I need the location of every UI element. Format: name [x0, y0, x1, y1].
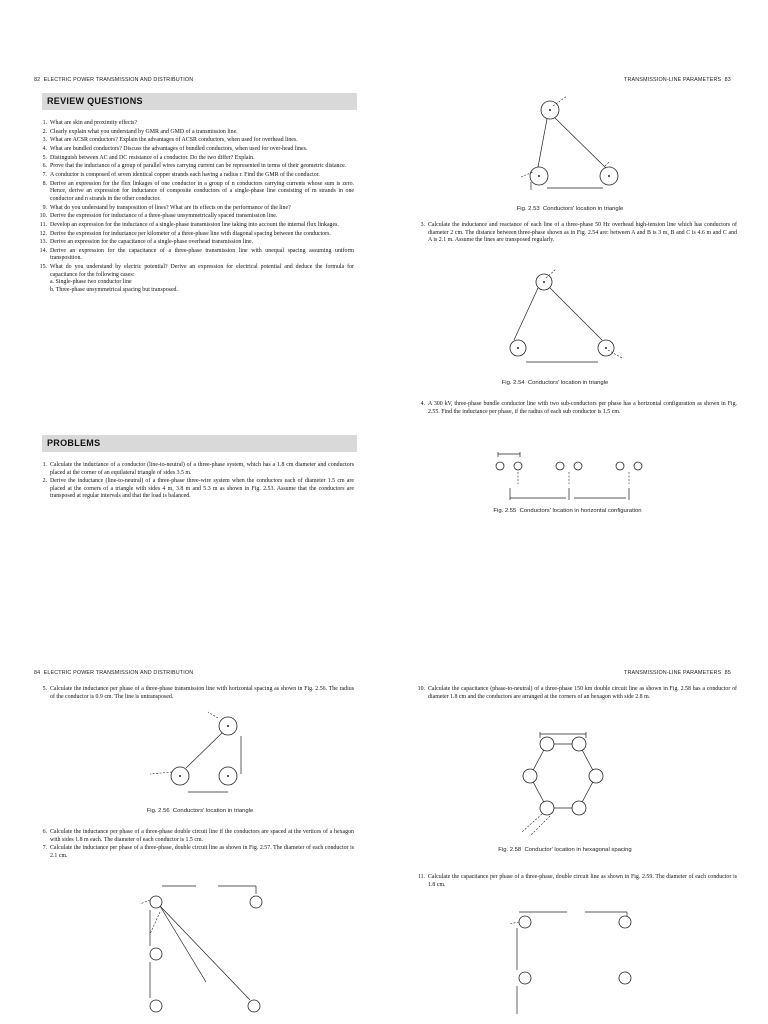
- list-item: 11. Calculate the capacitance per phase of a three-phase, double circuit line as shown in Fig. 2.59. The diameter of each conductor is 1.8 cm.: [417, 874, 737, 888]
- figure-2-53-diagram: [505, 92, 635, 192]
- figure-label: Fig. 2.54: [501, 380, 525, 386]
- figure-caption-text: Conductors' location in triangle: [527, 380, 609, 386]
- page-84-header: [34, 670, 193, 676]
- figure-label: Fig. 2.55: [493, 508, 517, 514]
- figure-caption-text: Conductor' location in hexagonal spacing: [524, 847, 632, 853]
- running-head: ELECTRIC POWER TRANSMISSION AND DISTRIBUTION: [43, 77, 194, 83]
- figure-2-55-caption: [455, 508, 680, 514]
- running-head: ELECTRIC POWER TRANSMISSION AND DISTRIBUTION: [43, 670, 194, 676]
- list-item: 3. What are ACSR conductors? Explain the advantages of ACSR conductors, when used for overhead lines.: [42, 137, 298, 144]
- list-item: 14. Derive an expression for the capacitance of a three-phase transmission line with unequal spacing assuming uniform transposition.: [39, 247, 354, 262]
- problems-list-p85-b: [412, 874, 737, 890]
- problems-heading: PROBLEMS: [42, 435, 357, 452]
- page-85-header: [624, 670, 731, 676]
- list-item: 7. A conductor is composed of seven identical copper strands each having a radius r. Find the GMR of the conductor.: [42, 172, 320, 179]
- problems-list-p82: [34, 462, 354, 502]
- list-item: 4. A 300 kV, three-phase bundle conductor line with two sub-conductors per phase has a horizontal configuration as shown in Fig. 2.55. Find the inductance per phase, if the radius of each sub conductor is 1.5 cm.: [420, 401, 737, 415]
- list-item: 7. Calculate the inductance per phase of a three-phase, double circuit line as shown in Fig. 2.57. The diameter of each conductor is 2.1 cm.: [42, 845, 354, 859]
- problems-list-p84-b: [34, 829, 354, 861]
- list-item: 11. Develop an expression for the inductance of a single-phase transmission line taking into account the internal flux linkages.: [39, 221, 339, 228]
- figure-2-54-caption: [490, 380, 620, 386]
- figure-2-55-diagram: [490, 452, 650, 502]
- list-item: 1. Calculate the inductance of a conductor (line-to-neutral) of a three-phase system, which has a 1.8 cm diameter and conductors placed at the corner of an equilateral triangle of sides 3.5 m.: [42, 462, 354, 476]
- figure-2-53-caption: [505, 206, 635, 212]
- list-item: 10. Calculate the capacitance (phase-to-neutral) of a three-phase 150 km double circuit line as shown in Fig. 2.58 has a conductor of diameter 1.8 cm and the conductors are arranged at the corners of an hexagon with side 2.8 m.: [417, 686, 737, 700]
- list-item: 5. Calculate the inductance per phase of a three-phase transmission line with horizontal spacing as shown in Fig. 2.56. The radius of the conductor is 0.9 cm. The line is untransposed.: [42, 686, 354, 700]
- page-number: 83: [724, 77, 731, 83]
- page-number: 85: [724, 670, 731, 676]
- list-item: 6. Calculate the inductance per phase of a three-phase double circuit line if the conductors are spaced at the vertices of a hexagon with sides 1.8 m each. The diameter of each conductor is 1.5 cm.: [42, 829, 354, 843]
- review-questions-heading: REVIEW QUESTIONS: [42, 93, 357, 110]
- running-head: TRANSMISSION-LINE PARAMETERS: [624, 670, 722, 676]
- list-item: 5. Distinguish between AC and DC resistance of a conductor. Do the two differ? Explain.: [42, 154, 255, 161]
- page-83-header: [624, 77, 731, 83]
- figure-2-58-diagram: [510, 732, 620, 842]
- figure-label: Fig. 2.56: [146, 808, 170, 814]
- page-number: 84: [34, 670, 41, 676]
- list-item: 15. What do you understand by electric potential? Derive an expression for electrical potential and deduce the formula for capacitance for the following cases: a. Single-phase two conductor line b. Three-phase unsymmetrical spacing but transposed.: [39, 264, 354, 293]
- page-number: 82: [34, 77, 41, 83]
- page-82-header: [34, 77, 193, 83]
- list-item: 3. Calculate the inductance and reactance of each line of a three-phase 50 Hz overhead high-tension line which has conductors of diameter 2 cm. The distance between three-phase shown as in Fig. 2.54 are: between A and B is 3 m, B and C is 4.6 m and C and A is 2.1 m. Assume the lines are transposed regularly.: [420, 222, 737, 243]
- figure-label: Fig. 2.58: [498, 847, 522, 853]
- sub-item: a. Single-phase two conductor line: [50, 279, 132, 286]
- figure-caption-text: Conductors' location in triangle: [172, 808, 254, 814]
- running-head: TRANSMISSION-LINE PARAMETERS: [624, 77, 722, 83]
- list-item: 6. Prove that the inductance of a group of parallel wires carrying current can be represented in terms of their geometric distance.: [42, 163, 347, 170]
- list-item: 2. Clearly explain what you understand by GMR and GMD of a transmission line.: [42, 128, 238, 135]
- list-item: 8. Derive an expression for the flux linkages of one conductor in a group of n conductors carrying currents whose sum is zero. Hence, derive an expression for inductance of composite conductors of a single-phase line consisting of m strands in one conductor and n strands in the other conductor.: [42, 180, 354, 202]
- figure-2-57-diagram: [140, 882, 270, 1022]
- problems-list-p83-a: [412, 222, 737, 246]
- problems-list-p83-b: [412, 401, 737, 417]
- list-item: 10. Derive the expression for inductance of a three-phase unsymmetrically spaced transmission line.: [39, 213, 278, 220]
- list-item: 12. Derive the expression for inductance per kilometer of a three-phase line with diagonal spacing between the conductors.: [39, 230, 331, 237]
- list-item: 9. What do you understand by transposition of lines? What are its effects on the performance of the line?: [42, 204, 291, 211]
- figure-2-56-caption: [130, 808, 270, 814]
- review-questions-list: [34, 120, 354, 295]
- figure-2-54-diagram: [490, 266, 620, 366]
- figure-2-58-caption: [470, 847, 660, 853]
- list-item: 2. Derive the inductance (line-to-neutral) of a three-phase three-wire system when the conductors each of diameter 1.5 cm are placed at the corners of a triangle with sides 4 m, 3.8 m and 5.3 m as shown in Fig. 2.53. Assume that the conductors are transposed at regular intervals and that the load is balanced.: [42, 478, 354, 500]
- list-item: 4. What are bundled conductors? Discuss the advantages of bundled conductors, when used for over-head lines.: [42, 146, 308, 153]
- figure-2-59-diagram: [505, 904, 635, 1014]
- problems-list-p84-a: [34, 686, 354, 702]
- list-item: 1. What are skin and proximity effects?: [42, 120, 138, 126]
- figure-2-56-diagram: [148, 712, 258, 802]
- list-item: 13. Derive an expression for the capacitance of a single-phase overhead transmission line.: [39, 239, 254, 246]
- problems-list-p85-a: [412, 686, 737, 702]
- figure-caption-text: Conductors' location in triangle: [542, 206, 624, 212]
- sub-item: b. Three-phase unsymmetrical spacing but transposed.: [50, 286, 178, 293]
- figure-caption-text: Conductors' location in horizontal configuration: [519, 508, 642, 514]
- figure-label: Fig. 2.53: [516, 206, 540, 212]
